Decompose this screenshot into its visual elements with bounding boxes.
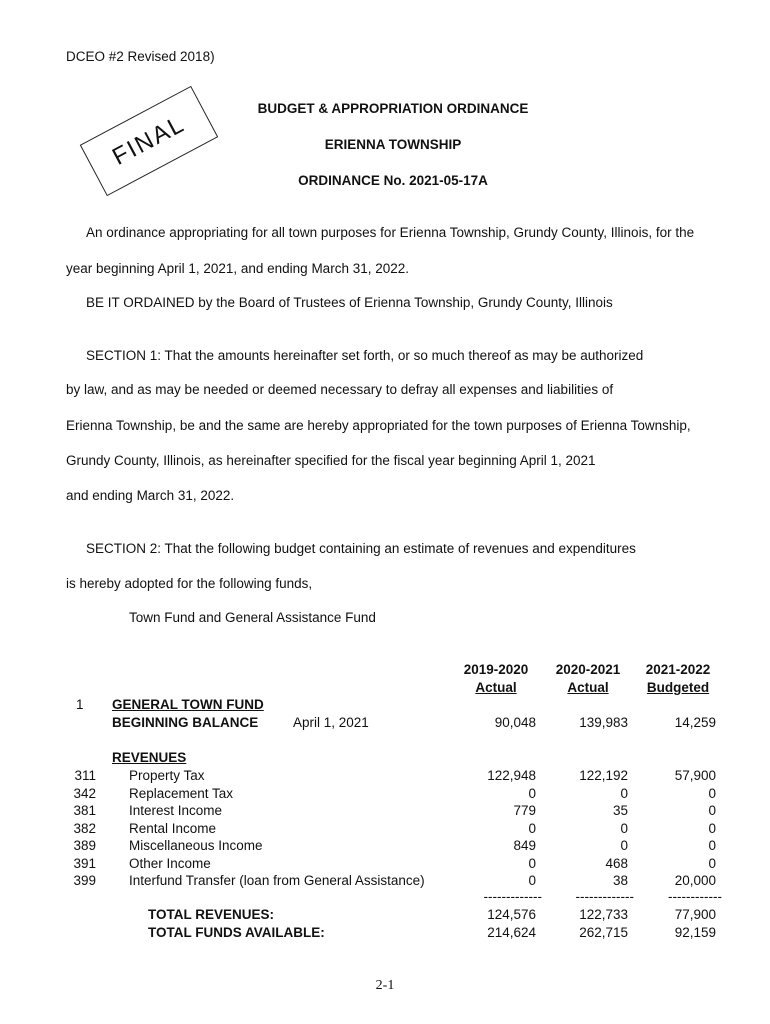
revenue-code: 381 [73, 803, 96, 818]
section1-line: Erienna Township, be and the same are hereby appropriated for the town purposes of Erienna Township, [66, 418, 691, 433]
revenue-value: 57,900 [674, 768, 716, 783]
revenue-name: Other Income [129, 856, 211, 871]
revenue-value: 0 [708, 856, 716, 871]
total-funds-value: 214,624 [487, 925, 536, 940]
beginning-balance-date: April 1, 2021 [293, 715, 369, 730]
revenue-name: Miscellaneous Income [129, 838, 263, 853]
revenue-row [0, 820, 770, 837]
section1-line: and ending March 31, 2022. [66, 488, 235, 503]
document-title: BUDGET & APPROPRIATION ORDINANCE [257, 101, 529, 116]
stamp-text: FINAL [107, 110, 190, 171]
revenue-code: 382 [73, 821, 96, 836]
revenue-value: 849 [513, 838, 536, 853]
revenue-code: 391 [73, 856, 96, 871]
beginning-balance-value: 14,259 [674, 715, 716, 730]
revenue-value: 122,192 [579, 768, 628, 783]
column-label: Budgeted [646, 680, 710, 695]
revenue-row [0, 872, 770, 889]
separator-line: ------------ [668, 889, 722, 904]
revenue-name: Interest Income [129, 803, 223, 818]
column-label: Actual [475, 680, 517, 695]
revenue-code: 311 [74, 768, 96, 783]
total-revenues-value: 77,900 [674, 907, 716, 922]
revenue-value: 0 [528, 786, 536, 801]
revenue-value: 0 [528, 856, 536, 871]
section1-line: Grundy County, Illinois, as hereinafter specified for the fiscal year beginning April 1, 2021 [66, 453, 596, 468]
revenue-value: 468 [605, 856, 628, 871]
revenue-value: 0 [708, 786, 716, 801]
intro-line-1: An ordinance appropriating for all town purposes for Erienna Township, Grundy County, Illinois, for the [86, 225, 695, 240]
revenue-name: Replacement Tax [129, 786, 234, 801]
ordained-text: BE IT ORDAINED by the Board of Trustees of Erienna Township, Grundy County, Illinois [86, 295, 613, 310]
revenues-heading: REVENUES [112, 750, 187, 765]
total-revenues-value: 124,576 [487, 907, 536, 922]
section2-line: is hereby adopted for the following funds, [66, 576, 313, 591]
final-stamp [80, 86, 218, 196]
revenue-value: 0 [620, 786, 628, 801]
revenue-value: 0 [528, 873, 536, 888]
revenue-value: 0 [708, 821, 716, 836]
beginning-balance-value: 139,983 [579, 715, 628, 730]
revenue-code: 389 [73, 838, 96, 853]
revenue-name: Interfund Transfer (loan from General Assistance) [129, 873, 425, 888]
column-year: 2021-2022 [645, 662, 711, 677]
total-revenues-value: 122,733 [579, 907, 628, 922]
intro-line-2: year beginning April 1, 2021, and ending March 31, 2022. [66, 261, 409, 276]
revenue-row [0, 767, 770, 784]
beginning-balance-value: 90,048 [494, 715, 536, 730]
revenue-value: 0 [708, 803, 716, 818]
section1-line: SECTION 1: That the amounts hereinafter set forth, or so much thereof as may be authorized [86, 348, 644, 363]
funds-line: Town Fund and General Assistance Fund [129, 610, 376, 625]
total-funds-value: 262,715 [579, 925, 628, 940]
column-year: 2019-2020 [463, 662, 529, 677]
revenue-value: 20,000 [674, 873, 716, 888]
revenue-row [0, 837, 770, 854]
revenue-value: 0 [528, 821, 536, 836]
total-revenues-label: TOTAL REVENUES: [148, 907, 275, 922]
section1-line: by law, and as may be needed or deemed necessary to defray all expenses and liabilities of [66, 382, 614, 397]
total-funds-label: TOTAL FUNDS AVAILABLE: [148, 925, 325, 940]
revenue-value: 0 [708, 838, 716, 853]
revenue-code: 342 [73, 786, 96, 801]
revenue-value: 35 [612, 803, 628, 818]
fund-number: 1 [76, 697, 84, 712]
revenue-row [0, 785, 770, 802]
column-year: 2020-2021 [555, 662, 621, 677]
beginning-balance-label: BEGINNING BALANCE [112, 715, 259, 730]
revenue-name: Rental Income [129, 821, 217, 836]
ordinance-number: ORDINANCE No. 2021-05-17A [298, 173, 488, 188]
revenue-value: 779 [513, 803, 536, 818]
revenue-row [0, 802, 770, 819]
revenue-value: 38 [612, 873, 628, 888]
revenue-value: 0 [620, 821, 628, 836]
page-number: 2-1 [375, 978, 395, 993]
revenue-value: 0 [620, 838, 628, 853]
total-funds-value: 92,159 [674, 925, 716, 940]
revenue-row [0, 855, 770, 872]
fund-name: GENERAL TOWN FUND [112, 697, 264, 712]
revenue-name: Property Tax [129, 768, 205, 783]
revenue-value: 122,948 [487, 768, 536, 783]
form-id: DCEO #2 Revised 2018) [66, 49, 215, 64]
section2-line: SECTION 2: That the following budget containing an estimate of revenues and expenditures [86, 541, 636, 556]
township-name: ERIENNA TOWNSHIP [324, 137, 462, 152]
separator-line: ------------- [483, 889, 542, 904]
column-label: Actual [567, 680, 609, 695]
revenue-code: 399 [73, 873, 96, 888]
separator-line: ------------- [575, 889, 634, 904]
